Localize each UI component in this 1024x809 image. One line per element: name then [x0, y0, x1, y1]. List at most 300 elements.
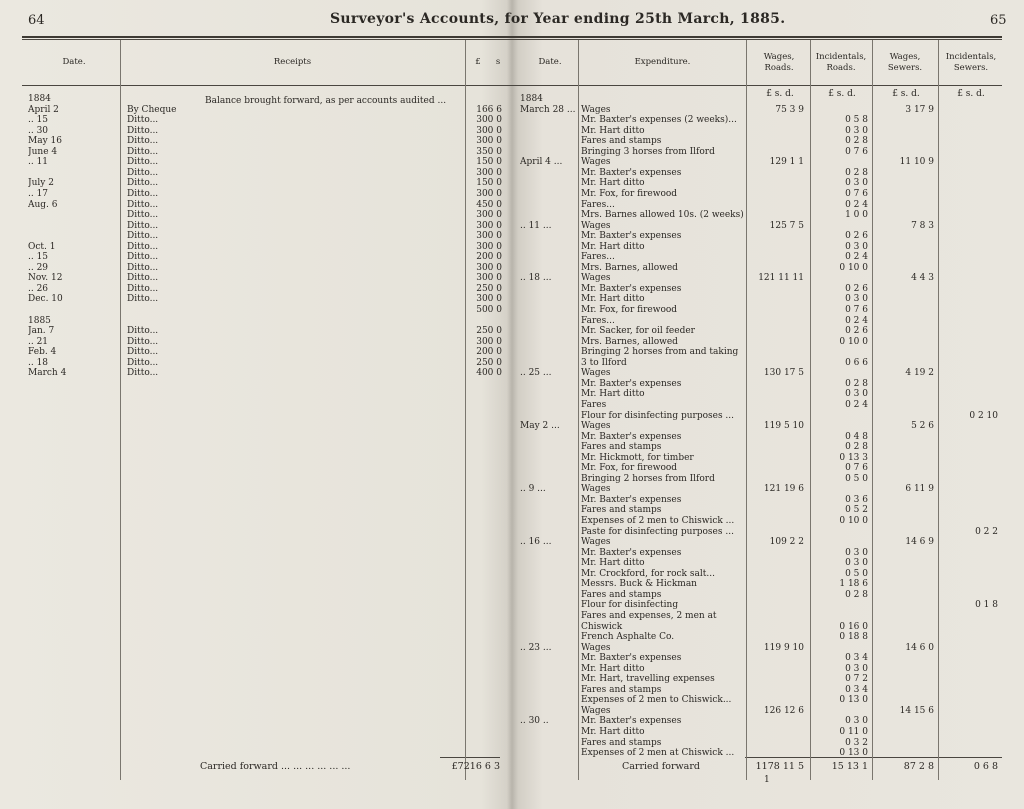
- wages-sewers-value: [874, 674, 934, 685]
- wages-roads-value: [748, 231, 804, 242]
- exp-date: [520, 411, 576, 422]
- incidentals-sewers-value: [940, 221, 998, 232]
- wages-sewers-value: [874, 748, 934, 759]
- incidentals-roads-value: 0 3 0: [845, 547, 868, 558]
- exp-date: [520, 505, 576, 516]
- exp-description: Fares...: [581, 199, 615, 210]
- exp-date: [520, 664, 576, 675]
- incidentals-roads-value: 0 5 0: [845, 568, 868, 579]
- total-incidentals-sewers: 0 6 8: [973, 761, 998, 772]
- incidentals-roads-value: 0 5 8: [845, 115, 868, 126]
- incidentals-sewers-value: [940, 442, 998, 453]
- exp-description: Wages: [581, 368, 611, 379]
- receipt-date: .. 15: [28, 252, 49, 263]
- receipt-description: Ditto...: [127, 157, 159, 168]
- wages-roads-value: [748, 242, 804, 253]
- wages-roads-value: 121 11 11: [758, 273, 804, 284]
- exp-description: Messrs. Buck & Hickman: [581, 579, 697, 590]
- incidentals-roads-value: 0 10 0: [839, 336, 868, 347]
- wages-roads-value: [748, 579, 804, 590]
- col-rule: [872, 40, 873, 780]
- wages-roads-value: [748, 505, 804, 516]
- incidentals-sewers-value: [940, 147, 998, 158]
- exp-description: Flour for disinfecting: [581, 600, 679, 611]
- receipt-date: .. 18: [28, 357, 49, 368]
- receipt-date: [28, 210, 116, 221]
- wages-sewers-value: [874, 126, 934, 137]
- col-rule: [938, 40, 939, 780]
- exp-description: Wages: [581, 157, 611, 168]
- incidentals-roads-value: [812, 421, 868, 432]
- exp-description: Wages: [581, 484, 611, 495]
- exp-description: Mr. Sacker, for oil feeder: [581, 326, 695, 337]
- lsd-header: £ s. d.: [766, 89, 794, 99]
- receipt-date: [28, 221, 116, 232]
- wages-sewers-value: 6 11 9: [905, 484, 934, 495]
- incidentals-roads-value: 0 2 4: [845, 199, 868, 210]
- wages-roads-value: [748, 474, 804, 485]
- receipt-description: Ditto...: [127, 231, 159, 242]
- col-header-exp-date: Date.: [538, 57, 562, 67]
- receipt-amount: 150 0: [476, 178, 502, 189]
- incidentals-sewers-value: [940, 305, 998, 316]
- exp-date: [520, 653, 576, 664]
- receipt-amount: 300 0: [476, 115, 502, 126]
- receipt-date: .. 26: [28, 283, 49, 294]
- incidentals-sewers-value: [940, 495, 998, 506]
- exp-date: [520, 685, 576, 696]
- exp-date: [520, 558, 576, 569]
- wages-sewers-value: [874, 463, 934, 474]
- wages-sewers-value: [874, 548, 934, 559]
- exp-description: Mr. Baxter's expenses: [581, 231, 682, 242]
- wages-sewers-value: [874, 600, 934, 611]
- exp-date: [520, 548, 576, 559]
- incidentals-roads-value: 0 3 0: [845, 716, 868, 727]
- exp-description: Flour for disinfecting purposes ...: [581, 410, 735, 421]
- exp-carried-forward-label: Carried forward: [622, 761, 700, 772]
- exp-description: Mr. Baxter's expenses: [581, 547, 682, 558]
- incidentals-sewers-value: [940, 664, 998, 675]
- wages-roads-value: [748, 600, 804, 611]
- wages-roads-value: [748, 622, 804, 633]
- exp-date: [520, 231, 576, 242]
- receipt-date: Aug. 6: [28, 199, 58, 210]
- exp-date: [520, 569, 576, 580]
- exp-description: Mr. Hart ditto: [581, 663, 645, 674]
- wages-roads-value: [748, 337, 804, 348]
- incidentals-sewers-value: [940, 210, 998, 221]
- wages-sewers-value: [874, 242, 934, 253]
- exp-date: [520, 326, 576, 337]
- exp-date: [520, 126, 576, 137]
- incidentals-sewers-value: [940, 273, 998, 284]
- receipt-description: Ditto...: [127, 220, 159, 231]
- receipt-date: .. 30: [28, 125, 49, 136]
- incidentals-roads-value: 0 3 6: [845, 494, 868, 505]
- wages-roads-value: [748, 716, 804, 727]
- incidentals-roads-value: 0 3 0: [845, 294, 868, 305]
- wages-sewers-value: [874, 569, 934, 580]
- receipt-date: [28, 305, 116, 316]
- wages-roads-value: 129 1 1: [769, 157, 804, 168]
- wages-sewers-value: 14 15 6: [899, 705, 934, 716]
- receipt-amount: 200 0: [476, 347, 502, 358]
- exp-date: [520, 611, 576, 622]
- wages-roads-value: [748, 516, 804, 527]
- wages-roads-value: [748, 178, 804, 189]
- exp-description: Mr. Crockford, for rock salt...: [581, 568, 715, 579]
- exp-description: Mr. Baxter's expenses: [581, 167, 682, 178]
- col-header-date: Date.: [62, 57, 86, 67]
- wages-sewers-value: [874, 316, 934, 327]
- wages-roads-value: [748, 569, 804, 580]
- incidentals-roads-value: [812, 600, 868, 611]
- receipt-description: [127, 94, 202, 105]
- header-bottom-rule: [22, 85, 1002, 86]
- receipt-date: Feb. 4: [28, 347, 57, 358]
- incidentals-sewers-value: [940, 252, 998, 263]
- receipt-amount: 300 0: [476, 125, 502, 136]
- lsd-header: £ s. d.: [828, 89, 856, 99]
- exp-description: Wages: [581, 104, 611, 115]
- incidentals-sewers-value: [940, 548, 998, 559]
- exp-date: [520, 358, 576, 369]
- wages-roads-value: 109 2 2: [769, 537, 804, 548]
- receipt-date: Oct. 1: [28, 241, 56, 252]
- col-header-receipts: Receipts: [273, 57, 312, 67]
- wages-roads-value: [748, 590, 804, 601]
- page-number-left: 64: [28, 13, 45, 28]
- incidentals-sewers-value: [940, 590, 998, 601]
- receipt-amount: 300 0: [476, 294, 502, 305]
- wages-roads-value: 130 17 5: [763, 368, 804, 379]
- incidentals-sewers-value: [940, 168, 998, 179]
- wages-sewers-value: [874, 432, 934, 443]
- receipt-description: Ditto...: [127, 262, 159, 273]
- incidentals-roads-value: 0 2 6: [845, 326, 868, 337]
- exp-description: Fares and stamps: [581, 505, 662, 516]
- wages-sewers-value: [874, 505, 934, 516]
- wages-roads-value: [748, 453, 804, 464]
- col-header-shillings: s: [495, 57, 501, 67]
- incidentals-roads-value: [812, 411, 868, 422]
- incidentals-sewers-value: [940, 622, 998, 633]
- incidentals-sewers-value: [940, 389, 998, 400]
- wages-sewers-value: [874, 411, 934, 422]
- incidentals-sewers-value: [940, 643, 998, 654]
- incidentals-roads-value: 0 7 6: [845, 463, 868, 474]
- wages-sewers-value: [874, 263, 934, 274]
- wages-sewers-value: [874, 400, 934, 411]
- exp-date: [520, 695, 576, 706]
- incidentals-roads-value: [812, 527, 868, 538]
- incidentals-roads-value: [812, 347, 868, 358]
- wages-sewers-value: [874, 527, 934, 538]
- receipt-description: Ditto...: [127, 252, 159, 263]
- incidentals-roads-value: 0 16 0: [839, 621, 868, 632]
- incidentals-roads-value: 0 2 8: [845, 442, 868, 453]
- exp-description: Fares...: [581, 315, 615, 326]
- wages-sewers-value: [874, 516, 934, 527]
- exp-description: Fares...: [581, 252, 615, 263]
- incidentals-roads-value: 0 2 6: [845, 283, 868, 294]
- incidentals-roads-value: 0 7 6: [845, 305, 868, 315]
- wages-sewers-value: [874, 178, 934, 189]
- wages-roads-value: [748, 674, 804, 685]
- receipt-description: Ditto...: [127, 210, 159, 221]
- wages-roads-value: [748, 284, 804, 295]
- wages-roads-value: 75 3 9: [775, 104, 804, 115]
- exp-description: Bringing 3 horses from Ilford: [581, 146, 715, 157]
- wages-roads-value: [748, 147, 804, 158]
- receipt-date: .. 17: [28, 188, 49, 199]
- exp-date: [520, 316, 576, 327]
- incidentals-sewers-value: [940, 685, 998, 696]
- exp-description: [581, 94, 745, 105]
- wages-sewers-value: [874, 622, 934, 633]
- incidentals-sewers-value: [940, 379, 998, 390]
- exp-date: [520, 632, 576, 643]
- wages-sewers-value: [874, 200, 934, 211]
- incidentals-sewers-value: [940, 136, 998, 147]
- wages-sewers-value: [874, 347, 934, 358]
- wages-sewers-value: [874, 685, 934, 696]
- incidentals-roads-value: 0 2 8: [845, 136, 868, 147]
- wages-sewers-value: [874, 147, 934, 158]
- exp-date: [520, 727, 576, 738]
- receipt-date: .. 15: [28, 115, 49, 126]
- wages-roads-value: [748, 442, 804, 453]
- wages-sewers-value: [874, 590, 934, 601]
- incidentals-roads-value: 0 7 2: [845, 674, 868, 685]
- exp-date: .. 25 ...: [520, 368, 552, 379]
- total-wages-roads: 1178 11 5: [755, 761, 804, 772]
- incidentals-roads-value: 0 13 0: [839, 748, 868, 759]
- receipt-amount: 166 6: [476, 104, 502, 115]
- exp-description: Expenses of 2 men at Chiswick ...: [581, 748, 735, 759]
- exp-description: Wages: [581, 705, 611, 716]
- exp-date: [520, 738, 576, 749]
- wages-sewers-value: [874, 611, 934, 622]
- exp-date: .. 23 ...: [520, 642, 552, 653]
- exp-description: Mr. Hart ditto: [581, 389, 645, 400]
- incidentals-sewers-value: [940, 695, 998, 706]
- wages-roads-value: [748, 400, 804, 411]
- incidentals-sewers-value: [940, 105, 998, 116]
- receipt-amount: 350 0: [476, 146, 502, 157]
- wages-roads-value: [748, 558, 804, 569]
- incidentals-sewers-value: 0 2 10: [969, 410, 998, 421]
- incidentals-roads-value: 0 10 0: [839, 516, 868, 526]
- incidentals-roads-value: 0 5 0: [845, 473, 868, 484]
- wages-sewers-value: [874, 558, 934, 569]
- exp-description: Expenses of 2 men to Chiswick...: [581, 695, 732, 706]
- exp-date: May 2 ...: [520, 421, 560, 432]
- exp-description: Fares and stamps: [581, 589, 662, 600]
- exp-date: [520, 263, 576, 274]
- receipt-description: Ditto...: [127, 357, 159, 368]
- incidentals-roads-value: 0 5 2: [845, 505, 868, 516]
- incidentals-sewers-value: [940, 126, 998, 137]
- incidentals-sewers-value: [940, 653, 998, 664]
- page-number-right: 65: [990, 13, 1007, 28]
- exp-date: .. 11 ...: [520, 220, 552, 231]
- exp-description: Mr. Hart ditto: [581, 125, 645, 136]
- wages-roads-value: 119 9 10: [763, 642, 804, 653]
- exp-date: [520, 389, 576, 400]
- incidentals-roads-value: 0 6 6: [845, 357, 868, 368]
- incidentals-sewers-value: [940, 400, 998, 411]
- receipt-date: Nov. 12: [28, 273, 63, 284]
- wages-roads-value: [748, 432, 804, 443]
- incidentals-roads-value: 0 7 6: [845, 146, 868, 157]
- receipt-amount: 300 0: [476, 241, 502, 252]
- exp-description: Wages: [581, 421, 611, 432]
- wages-roads-value: [748, 389, 804, 400]
- receipt-description: [127, 316, 202, 327]
- receipt-description: Ditto...: [127, 294, 159, 305]
- wages-roads-value: 121 19 6: [763, 484, 804, 495]
- wages-roads-value: [748, 695, 804, 706]
- receipt-amount: 450 0: [476, 199, 502, 210]
- exp-date: [520, 252, 576, 263]
- wages-sewers-value: [874, 579, 934, 590]
- receipt-amount: 250 0: [476, 326, 502, 337]
- incidentals-sewers-value: [940, 157, 998, 168]
- page-title: Surveyor's Accounts, for Year ending 25th March, 1885.: [330, 11, 786, 27]
- receipt-description: Ditto...: [127, 178, 159, 189]
- incidentals-sewers-value: [940, 347, 998, 358]
- exp-description: Fares: [581, 399, 607, 410]
- receipt-description: Ditto...: [127, 188, 159, 199]
- exp-description: Bringing 2 horses from Ilford: [581, 473, 715, 484]
- incidentals-roads-value: 0 3 0: [845, 241, 868, 252]
- exp-description: Mr. Fox, for firewood: [581, 188, 678, 199]
- exp-description: Wages: [581, 220, 611, 231]
- receipt-amount: [462, 316, 502, 327]
- wages-sewers-value: 7 8 3: [911, 220, 934, 231]
- incidentals-roads-value: 0 2 8: [845, 589, 868, 600]
- receipt-amount: 300 0: [476, 167, 502, 178]
- lsd-header: £ s. d.: [957, 89, 985, 99]
- incidentals-sewers-value: [940, 242, 998, 253]
- exp-date: [520, 674, 576, 685]
- incidentals-roads-value: [812, 368, 868, 379]
- receipt-date: July 2: [28, 178, 54, 189]
- incidentals-sewers-value: [940, 463, 998, 474]
- incidentals-sewers-value: [940, 516, 998, 527]
- exp-date: [520, 442, 576, 453]
- exp-date: April 4 ...: [520, 157, 563, 168]
- incidentals-sewers-value: [940, 579, 998, 590]
- wages-sewers-value: 4 4 3: [911, 273, 934, 284]
- wages-roads-value: [748, 411, 804, 422]
- exp-description: Mr. Baxter's expenses: [581, 378, 682, 389]
- wages-sewers-value: [874, 358, 934, 369]
- exp-date: [520, 527, 576, 538]
- receipt-amount: 200 0: [476, 252, 502, 263]
- receipt-amount: 500 0: [476, 305, 502, 315]
- exp-date: [520, 347, 576, 358]
- col-header-wages-roads: Wages, Roads.: [763, 52, 795, 73]
- receipt-amount: 300 0: [476, 262, 502, 273]
- exp-date: [520, 474, 576, 485]
- wages-sewers-value: 11 10 9: [899, 157, 934, 168]
- exp-description: 3 to Ilford: [581, 357, 627, 368]
- exp-description: Mr. Baxter's expenses: [581, 283, 682, 294]
- exp-date: [520, 579, 576, 590]
- receipt-description: Ditto...: [127, 273, 159, 284]
- incidentals-sewers-value: [940, 337, 998, 348]
- col-header-incidentals-roads: Incidentals, Roads.: [815, 52, 867, 73]
- wages-roads-value: [748, 263, 804, 274]
- col-header-expenditure: Expenditure.: [634, 57, 691, 67]
- wages-sewers-value: [874, 379, 934, 390]
- exp-description: Wages: [581, 273, 611, 284]
- incidentals-roads-value: 0 4 8: [845, 431, 868, 442]
- incidentals-sewers-value: [940, 611, 998, 622]
- incidentals-sewers-value: [940, 453, 998, 464]
- receipt-amount: 300 0: [476, 136, 502, 147]
- incidentals-sewers-value: [940, 716, 998, 727]
- receipt-amount: 250 0: [476, 283, 502, 294]
- exp-date: .. 9 ...: [520, 484, 546, 495]
- incidentals-sewers-value: [940, 748, 998, 759]
- exp-description: Mr. Hart ditto: [581, 241, 645, 252]
- exp-date: [520, 189, 576, 200]
- receipt-description: Ditto...: [127, 368, 159, 379]
- receipt-description: Ditto...: [127, 347, 159, 358]
- receipts-total-rule: [440, 757, 500, 758]
- incidentals-roads-value: [812, 94, 868, 105]
- wages-roads-value: [748, 305, 804, 316]
- receipt-amount: 300 0: [476, 273, 502, 284]
- incidentals-sewers-value: [940, 368, 998, 379]
- exp-date: [520, 516, 576, 527]
- balance-brought-forward: Balance brought forward, as per accounts audited ...: [205, 96, 447, 106]
- incidentals-sewers-value: [940, 421, 998, 432]
- incidentals-sewers-value: [940, 632, 998, 643]
- exp-description: Paste for disinfecting purposes ...: [581, 526, 734, 537]
- wages-roads-value: [748, 94, 804, 105]
- receipt-date: March 4: [28, 368, 67, 379]
- receipt-date: April 2: [28, 104, 59, 115]
- incidentals-sewers-value: [940, 263, 998, 274]
- total-wages-sewers: 87 2 8: [903, 761, 934, 772]
- wages-sewers-value: [874, 210, 934, 221]
- incidentals-roads-value: [812, 537, 868, 548]
- incidentals-roads-value: 0 3 0: [845, 125, 868, 136]
- incidentals-roads-value: [812, 643, 868, 654]
- exp-date: [520, 463, 576, 474]
- receipt-date: Dec. 10: [28, 294, 63, 305]
- wages-roads-value: [748, 463, 804, 474]
- exp-description: Mrs. Barnes, allowed: [581, 262, 678, 273]
- exp-description: Mr. Baxter's expenses: [581, 716, 682, 727]
- exp-description: Mr. Baxter's expenses: [581, 653, 682, 664]
- incidentals-roads-value: 0 2 4: [845, 315, 868, 326]
- wages-sewers-value: [874, 474, 934, 485]
- receipt-description: Ditto...: [127, 146, 159, 157]
- exp-description: Wages: [581, 642, 611, 653]
- receipt-description: [127, 305, 202, 316]
- incidentals-roads-value: 0 2 8: [845, 378, 868, 389]
- wages-sewers-value: [874, 442, 934, 453]
- wages-sewers-value: [874, 716, 934, 727]
- wages-sewers-value: [874, 653, 934, 664]
- receipts-carried-forward-label: Carried forward ... ... ... ... ... ...: [200, 761, 351, 772]
